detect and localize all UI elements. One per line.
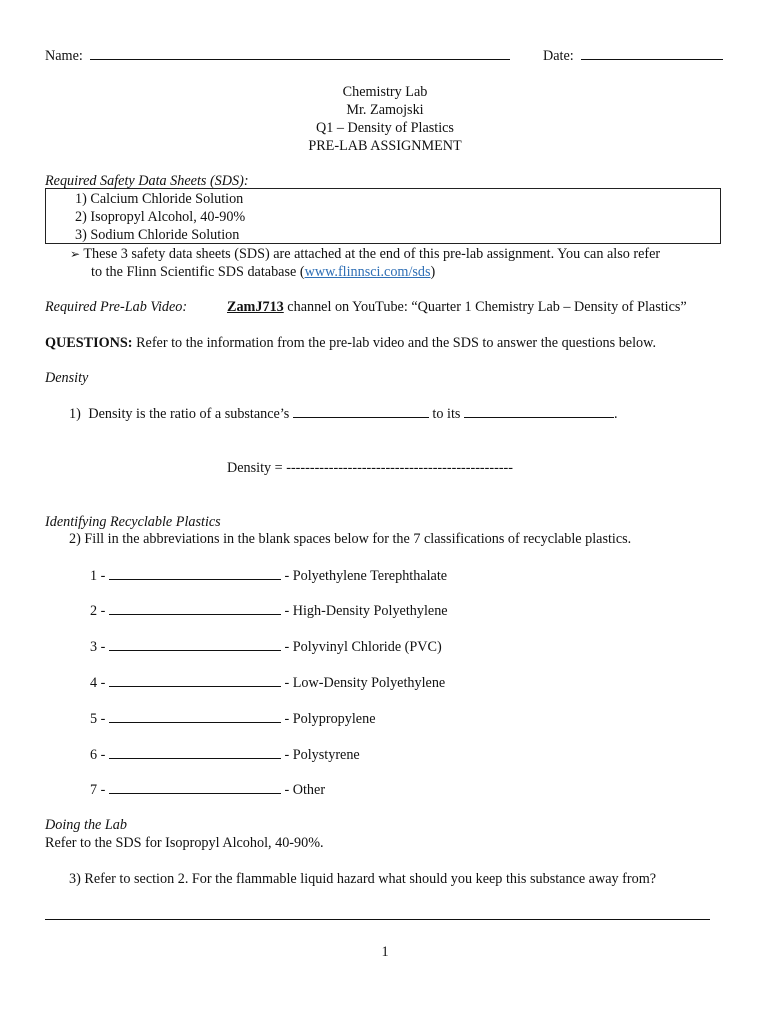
sds-note-line1 <box>70 246 660 263</box>
video-description: channel on YouTube: “Quarter 1 Chemistry Lab – Density of Plastics” <box>283 299 687 315</box>
date-row <box>543 48 723 65</box>
lab-intro: Refer to the SDS for Isopropyl Alcohol, 40-90%. <box>45 835 324 851</box>
density-heading: Density <box>45 370 89 386</box>
plastic-row-5 <box>90 711 376 728</box>
title-topic: Q1 – Density of Plastics <box>316 120 454 136</box>
question-1 <box>69 406 618 423</box>
q1-period: . <box>613 406 618 422</box>
question-3: 3) Refer to section 2. For the flammable liquid hazard what should you keep this substance away from? <box>69 871 657 887</box>
page-number: 1 <box>381 944 389 960</box>
arrow-bullet-icon: ➢ <box>70 247 81 261</box>
sds-heading: Required Safety Data Sheets (SDS): <box>45 173 249 189</box>
plastic-num: 2 - <box>90 603 106 619</box>
questions-intro <box>45 335 656 352</box>
date-blank[interactable] <box>581 58 723 60</box>
plastic-row-7 <box>90 782 325 799</box>
sds-note-close: ) <box>430 264 436 280</box>
q1-text-b: to its <box>432 406 461 422</box>
plastic-blank[interactable] <box>109 685 281 687</box>
sds-item-1: 1) Calcium Chloride Solution <box>75 191 244 207</box>
plastic-blank[interactable] <box>109 613 281 615</box>
plastic-num: 3 - <box>90 639 106 655</box>
q1-blank-2[interactable] <box>464 416 614 418</box>
name-row <box>45 48 510 65</box>
plastics-heading: Identifying Recyclable Plastics <box>45 514 221 530</box>
plastic-row-1 <box>90 568 447 585</box>
plastic-num: 4 - <box>90 675 106 691</box>
plastic-blank[interactable] <box>109 757 281 759</box>
density-formula: Density = ------------------------------------------------ <box>227 460 514 476</box>
sds-item-2: 2) Isopropyl Alcohol, 40-90% <box>75 209 246 225</box>
sds-note-text-2: to the Flinn Scientific SDS database ( <box>91 264 305 280</box>
plastic-name: - Polyethylene Terephthalate <box>284 568 448 584</box>
plastic-name: - Other <box>284 782 326 798</box>
name-label: Name: <box>45 48 83 64</box>
plastic-num: 5 - <box>90 711 106 727</box>
plastic-num: 7 - <box>90 782 106 798</box>
sds-note-line2 <box>91 264 435 281</box>
plastic-row-6 <box>90 747 360 764</box>
video-label: Required Pre-Lab Video: <box>45 299 188 315</box>
plastic-num: 1 - <box>90 568 106 584</box>
plastic-blank[interactable] <box>109 649 281 651</box>
plastic-blank[interactable] <box>109 721 281 723</box>
plastic-row-2 <box>90 603 448 620</box>
plastic-name: - Low-Density Polyethylene <box>284 675 446 691</box>
lab-heading: Doing the Lab <box>45 817 127 833</box>
question-2: 2) Fill in the abbreviations in the blank spaces below for the 7 classifications of recyclable plastics. <box>69 531 632 547</box>
sds-item-3: 3) Sodium Chloride Solution <box>75 227 240 243</box>
plastic-name: - High-Density Polyethylene <box>284 603 448 619</box>
questions-text: Refer to the information from the pre-lab video and the SDS to answer the questions below. <box>132 335 657 351</box>
date-label: Date: <box>543 48 574 64</box>
title-assignment: PRE-LAB ASSIGNMENT <box>308 138 462 154</box>
plastic-row-3 <box>90 639 442 656</box>
title-teacher: Mr. Zamojski <box>346 102 424 118</box>
q1-blank-1[interactable] <box>293 416 429 418</box>
flinn-sds-link[interactable]: www.flinnsci.com/sds <box>304 264 431 280</box>
plastic-name: - Polystyrene <box>284 747 360 763</box>
name-blank[interactable] <box>90 58 510 60</box>
sds-note-text: These 3 safety data sheets (SDS) are attached at the end of this pre-lab assignment. You can also refer <box>83 246 661 262</box>
q1-number: 1) <box>69 406 81 422</box>
plastic-name: - Polyvinyl Chloride (PVC) <box>284 639 442 655</box>
video-channel: ZamJ713 <box>227 299 284 315</box>
plastic-blank[interactable] <box>109 792 281 794</box>
q3-answer-line[interactable] <box>45 918 710 920</box>
questions-label: QUESTIONS: <box>45 335 133 351</box>
title-course: Chemistry Lab <box>342 84 428 100</box>
plastic-row-4 <box>90 675 445 692</box>
plastic-blank[interactable] <box>109 578 281 580</box>
q1-text-a: Density is the ratio of a substance’s <box>88 406 290 422</box>
plastic-name: - Polypropylene <box>284 711 376 727</box>
video-info <box>227 299 687 316</box>
plastic-num: 6 - <box>90 747 106 763</box>
